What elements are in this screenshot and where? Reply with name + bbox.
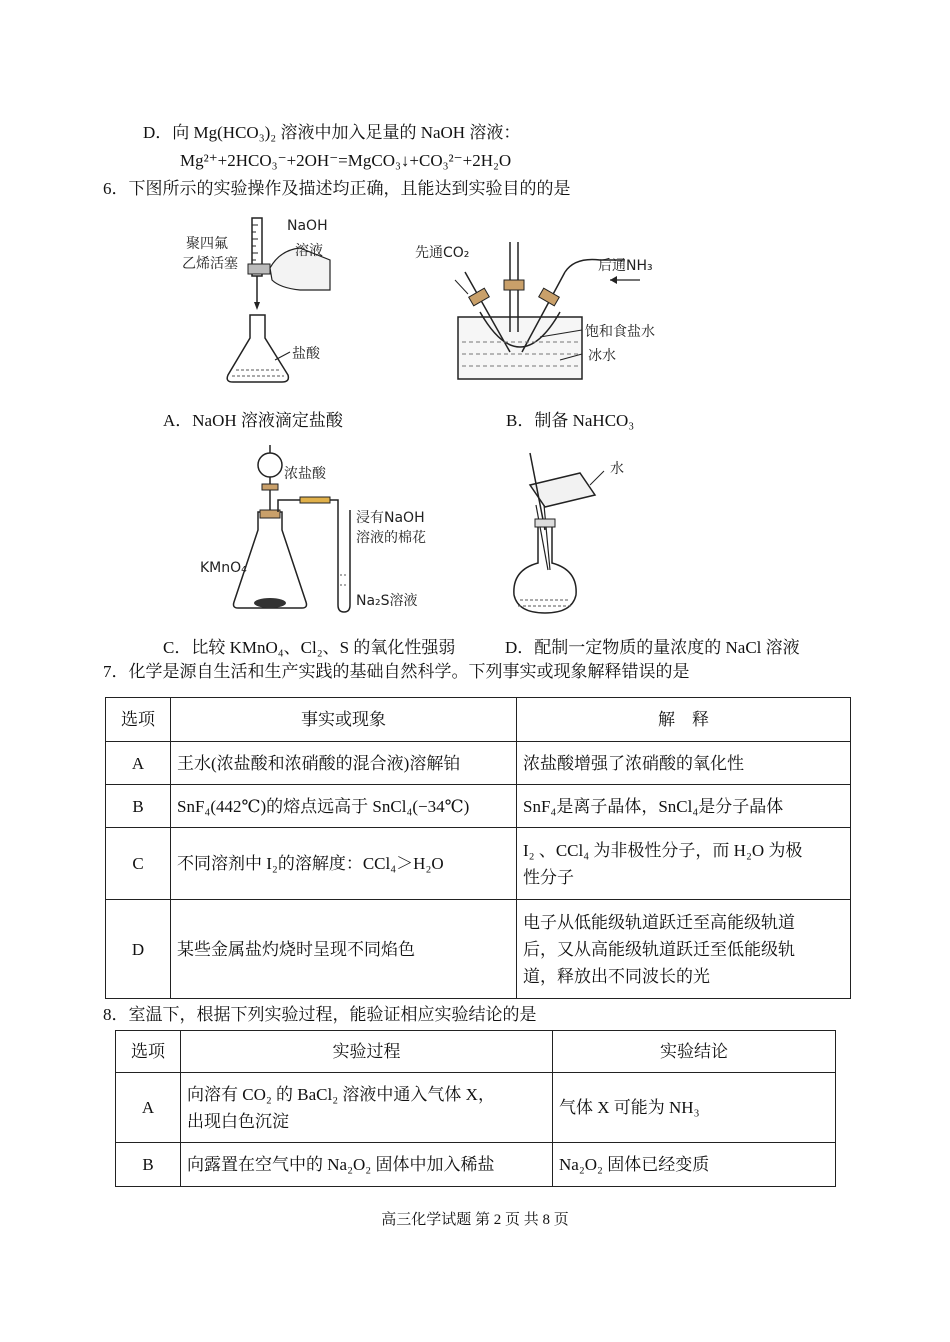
page-footer: 高三化学试题 第 2 页 共 8 页 — [381, 1212, 569, 1228]
figure-b-nh3-label: 后通NH₃ — [598, 258, 653, 274]
q7-row-d-explanation-line-2: 后，又从高能级轨道跃迁至低能级轨 — [523, 939, 795, 959]
q7-stem: 7．化学是源自生活和生产实践的基础自然科学。下列事实或现象解释错误的是 — [103, 662, 690, 681]
q7-header-option: 选项 — [106, 698, 171, 742]
q7-row-d-fact: 某些金属盐灼烧时呈现不同焰色 — [171, 900, 517, 999]
q8-header-option: 选项 — [116, 1031, 181, 1073]
q7-header-explanation: 解 释 — [517, 698, 851, 742]
table-row — [106, 828, 851, 900]
q5-option-d: D．向 Mg(HCO₃)₂ 溶液中加入足量的 NaOH 溶液： — [143, 123, 521, 142]
q7-row-b-fact: SnF₄(442℃)的熔点远高于 SnCl₄(−34℃) — [171, 785, 517, 828]
table-row — [106, 785, 851, 828]
q7-row-a-explanation: 浓盐酸增强了浓硝酸的氧化性 — [517, 742, 851, 785]
figure-c-oxidation — [198, 440, 443, 615]
q7-row-c-fact: 不同溶剂中 I₂的溶解度：CCl₄＞H₂O — [171, 828, 517, 900]
figure-c-cotton-label-1: 浸有NaOH — [356, 510, 425, 526]
figure-d-caption: D．配制一定物质的量浓度的 NaCl 溶液 — [505, 638, 800, 657]
q8-row-a-conclusion: 气体 X 可能为 NH₃ — [553, 1073, 836, 1143]
figure-a-stopcock-label-2: 乙烯活塞 — [182, 256, 238, 272]
q8-header-conclusion: 实验结论 — [553, 1031, 836, 1073]
figure-b-ice-label: 冰水 — [588, 348, 616, 364]
figure-c-na2s-label: Na₂S溶液 — [356, 593, 418, 609]
figure-c-hcl-label: 浓盐酸 — [284, 466, 326, 482]
q7-row-d-explanation — [517, 900, 851, 999]
q8-header-process: 实验过程 — [181, 1031, 553, 1073]
q7-row-d-explanation-line-3: 道，释放出不同波长的光 — [523, 966, 710, 986]
q8-row-b-option: B — [116, 1143, 181, 1187]
figure-c-cotton-label-2: 溶液的棉花 — [356, 530, 426, 546]
q7-row-a-option: A — [106, 742, 171, 785]
figure-d-volumetric-flask — [500, 445, 660, 617]
q7-row-d-option: D — [106, 900, 171, 999]
figure-a-titration — [170, 210, 360, 390]
figure-a-naoh-label: NaOH — [287, 218, 328, 234]
figure-b-brine-label: 饱和食盐水 — [585, 324, 655, 340]
table-row — [106, 742, 851, 785]
q7-row-b-explanation: SnF₄是离子晶体，SnCl₄是分子晶体 — [517, 785, 851, 828]
figure-c-caption: C．比较 KMnO₄、Cl₂、S 的氧化性强弱 — [163, 638, 456, 657]
q5-option-d-equation: Mg²⁺+2HCO₃⁻+2OH⁻=MgCO₃↓+CO₃²⁻+2H₂O — [180, 151, 512, 170]
figure-b-nahco3 — [410, 232, 680, 387]
q8-row-a-process — [181, 1073, 553, 1143]
table-row — [106, 900, 851, 999]
figure-a-caption: A．NaOH 溶液滴定盐酸 — [163, 411, 343, 430]
q8-row-b-process: 向露置在空气中的 Na₂O₂ 固体中加入稀盐 — [181, 1143, 553, 1187]
figure-a-hcl-label: 盐酸 — [292, 346, 320, 362]
q7-row-c-option: C — [106, 828, 171, 900]
q7-row-c-explanation-line-2: 性分子 — [523, 867, 574, 887]
q8-row-b-conclusion: Na₂O₂ 固体已经变质 — [553, 1143, 836, 1187]
q7-header-fact: 事实或现象 — [171, 698, 517, 742]
q6-stem: 6．下图所示的实验操作及描述均正确，且能达到实验目的的是 — [103, 179, 571, 198]
q8-row-a-process-line-2: 出现白色沉淀 — [187, 1111, 289, 1131]
table-row — [116, 1143, 836, 1187]
q7-row-a-fact: 王水(浓盐酸和浓硝酸的混合液)溶解铂 — [171, 742, 517, 785]
figure-c-kmno4-label: KMnO₄ — [200, 560, 247, 576]
q8-table — [115, 1030, 836, 1187]
table-row — [116, 1073, 836, 1143]
q7-table — [105, 697, 851, 999]
q8-row-a-option: A — [116, 1073, 181, 1143]
figure-b-caption: B．制备 NaHCO₃ — [506, 411, 635, 430]
q8-stem: 8．室温下，根据下列实验过程，能验证相应实验结论的是 — [103, 1005, 537, 1024]
figure-a-solution-label: 溶液 — [295, 243, 323, 259]
q7-row-c-explanation-line-1: I₂ 、CCl₄ 为非极性分子，而 H₂O 为极 — [523, 840, 803, 860]
q8-row-a-process-line-1: 向溶有 CO₂ 的 BaCl₂ 溶液中通入气体 X， — [187, 1084, 495, 1104]
figure-d-water-label: 水 — [610, 461, 624, 477]
figure-b-co2-label: 先通CO₂ — [415, 245, 470, 261]
figure-a-stopcock-label-1: 聚四氟 — [186, 236, 228, 252]
q7-row-b-option: B — [106, 785, 171, 828]
q7-row-d-explanation-line-1: 电子从低能级轨道跃迁至高能级轨道 — [523, 912, 795, 932]
q7-row-c-explanation — [517, 828, 851, 900]
